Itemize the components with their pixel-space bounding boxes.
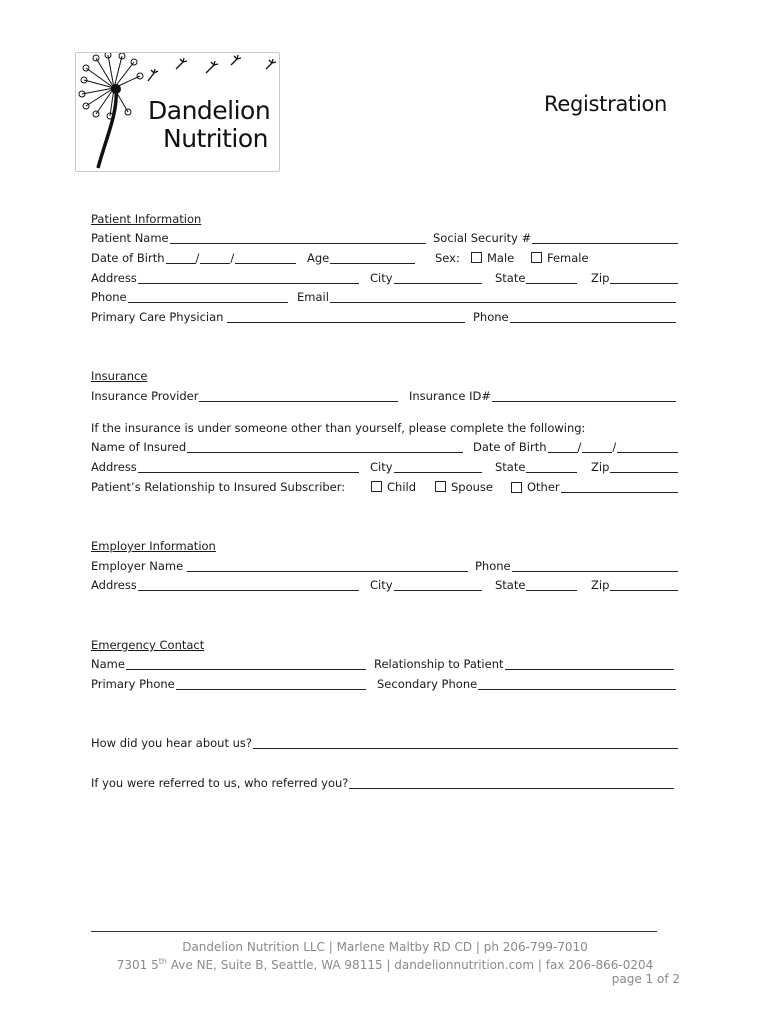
male-label: Male bbox=[487, 251, 515, 265]
child-option[interactable] bbox=[371, 479, 416, 495]
patient-address-field[interactable] bbox=[91, 270, 359, 286]
patient-city-field[interactable] bbox=[370, 270, 482, 286]
employer-zip-label: Zip bbox=[591, 578, 610, 592]
primary-phone-field[interactable] bbox=[91, 676, 366, 692]
employer-city-label: City bbox=[370, 578, 393, 592]
logo-line-1: Dandelion bbox=[148, 96, 271, 125]
insurance-note: If the insurance is under someone other than yourself, please complete the following: bbox=[91, 421, 586, 435]
insurance-provider-field[interactable] bbox=[91, 388, 398, 404]
footer-company-line: Dandelion Nutrition LLC | Marlene Maltby RD CD | ph 206-799-7010 bbox=[182, 940, 588, 954]
referred-by-field[interactable] bbox=[91, 775, 674, 791]
hear-about-us-field[interactable] bbox=[91, 735, 678, 751]
insured-zip-field[interactable] bbox=[591, 459, 678, 475]
insurance-id-field[interactable] bbox=[409, 388, 676, 404]
male-option[interactable] bbox=[471, 250, 514, 266]
employer-zip-field[interactable] bbox=[591, 577, 678, 593]
insured-address-label: Address bbox=[91, 460, 137, 474]
insured-city-label: City bbox=[370, 460, 393, 474]
ssn-field[interactable] bbox=[433, 230, 678, 246]
footer-address-ordinal: th bbox=[158, 957, 167, 966]
insured-dob-field[interactable]: Date of Birth / / bbox=[473, 439, 678, 455]
patient-state-field[interactable] bbox=[495, 270, 577, 286]
employer-city-field[interactable] bbox=[370, 577, 482, 593]
secondary-phone-field[interactable] bbox=[377, 676, 676, 692]
insured-state-label: State bbox=[495, 460, 526, 474]
patient-email-label: Email bbox=[297, 290, 329, 304]
patient-zip-field[interactable] bbox=[591, 270, 678, 286]
male-checkbox[interactable] bbox=[471, 252, 482, 263]
female-checkbox[interactable] bbox=[531, 252, 542, 263]
pcp-phone-field[interactable] bbox=[473, 309, 676, 325]
patient-name-field[interactable] bbox=[91, 230, 426, 246]
patient-phone-label: Phone bbox=[91, 290, 127, 304]
insured-address-field[interactable] bbox=[91, 459, 359, 475]
age-label: Age bbox=[307, 251, 330, 265]
employer-name-field[interactable] bbox=[91, 558, 468, 574]
secondary-phone-label: Secondary Phone bbox=[377, 677, 478, 691]
employer-phone-field[interactable] bbox=[475, 558, 678, 574]
female-option[interactable] bbox=[531, 250, 589, 266]
insured-state-field[interactable] bbox=[495, 459, 577, 475]
other-label: Other bbox=[527, 480, 560, 494]
company-logo bbox=[75, 52, 280, 172]
emergency-relationship-label: Relationship to Patient bbox=[374, 657, 504, 671]
insured-name-field[interactable] bbox=[91, 439, 463, 455]
footer-address-rest: Ave NE, Suite B, Seattle, WA 98115 | dandelionnutrition.com | fax 206-866-0204 bbox=[166, 958, 654, 972]
spouse-label: Spouse bbox=[451, 480, 493, 494]
insured-dob-label: Date of Birth bbox=[473, 440, 547, 454]
patient-city-label: City bbox=[370, 271, 393, 285]
patient-dob-label: Date of Birth bbox=[91, 251, 165, 265]
emergency-name-label: Name bbox=[91, 657, 125, 671]
section-heading-emergency: Emergency Contact bbox=[91, 638, 205, 652]
patient-state-label: State bbox=[495, 271, 526, 285]
page-title: Registration bbox=[544, 92, 668, 116]
pcp-field[interactable] bbox=[91, 309, 465, 325]
pcp-phone-label: Phone bbox=[473, 310, 509, 324]
insurance-id-label: Insurance ID# bbox=[409, 389, 491, 403]
child-label: Child bbox=[387, 480, 417, 494]
patient-zip-label: Zip bbox=[591, 271, 610, 285]
footer-address-line bbox=[0, 957, 770, 972]
employer-name-label: Employer Name bbox=[91, 559, 184, 573]
child-checkbox[interactable] bbox=[371, 481, 382, 492]
patient-address-label: Address bbox=[91, 271, 137, 285]
employer-state-field[interactable] bbox=[495, 577, 577, 593]
section-heading-patient: Patient Information bbox=[91, 212, 202, 226]
spouse-option[interactable] bbox=[435, 479, 493, 495]
patient-email-field[interactable] bbox=[297, 289, 676, 305]
employer-phone-label: Phone bbox=[475, 559, 511, 573]
employer-state-label: State bbox=[495, 578, 526, 592]
footer-divider bbox=[91, 931, 657, 932]
emergency-relationship-field[interactable] bbox=[374, 656, 674, 672]
patient-name-label: Patient Name bbox=[91, 231, 169, 245]
page-number: page 1 of 2 bbox=[611, 972, 680, 986]
age-field[interactable] bbox=[307, 250, 415, 266]
insurance-provider-label: Insurance Provider bbox=[91, 389, 199, 403]
employer-address-label: Address bbox=[91, 578, 137, 592]
primary-phone-label: Primary Phone bbox=[91, 677, 175, 691]
relationship-label: Patient’s Relationship to Insured Subscriber: bbox=[91, 480, 346, 494]
section-heading-insurance: Insurance bbox=[91, 369, 148, 383]
section-heading-employer: Employer Information bbox=[91, 539, 216, 553]
insured-city-field[interactable] bbox=[370, 459, 482, 475]
ssn-label: Social Security # bbox=[433, 231, 532, 245]
hear-about-us-label: How did you hear about us? bbox=[91, 736, 252, 750]
insured-name-label: Name of Insured bbox=[91, 440, 187, 454]
referred-by-label: If you were referred to us, who referred you? bbox=[91, 776, 349, 790]
patient-phone-field[interactable] bbox=[91, 289, 288, 305]
female-label: Female bbox=[547, 251, 589, 265]
sex-label: Sex: bbox=[435, 251, 460, 265]
other-checkbox[interactable] bbox=[511, 482, 522, 493]
insured-zip-label: Zip bbox=[591, 460, 610, 474]
emergency-name-field[interactable] bbox=[91, 656, 366, 672]
patient-dob-field[interactable]: Date of Birth / / bbox=[91, 250, 296, 266]
other-option[interactable] bbox=[511, 479, 678, 495]
pcp-label: Primary Care Physician bbox=[91, 310, 224, 324]
spouse-checkbox[interactable] bbox=[435, 481, 446, 492]
employer-address-field[interactable] bbox=[91, 577, 359, 593]
logo-line-2: Nutrition bbox=[163, 124, 268, 153]
footer-address-street: 7301 5 bbox=[116, 958, 159, 972]
